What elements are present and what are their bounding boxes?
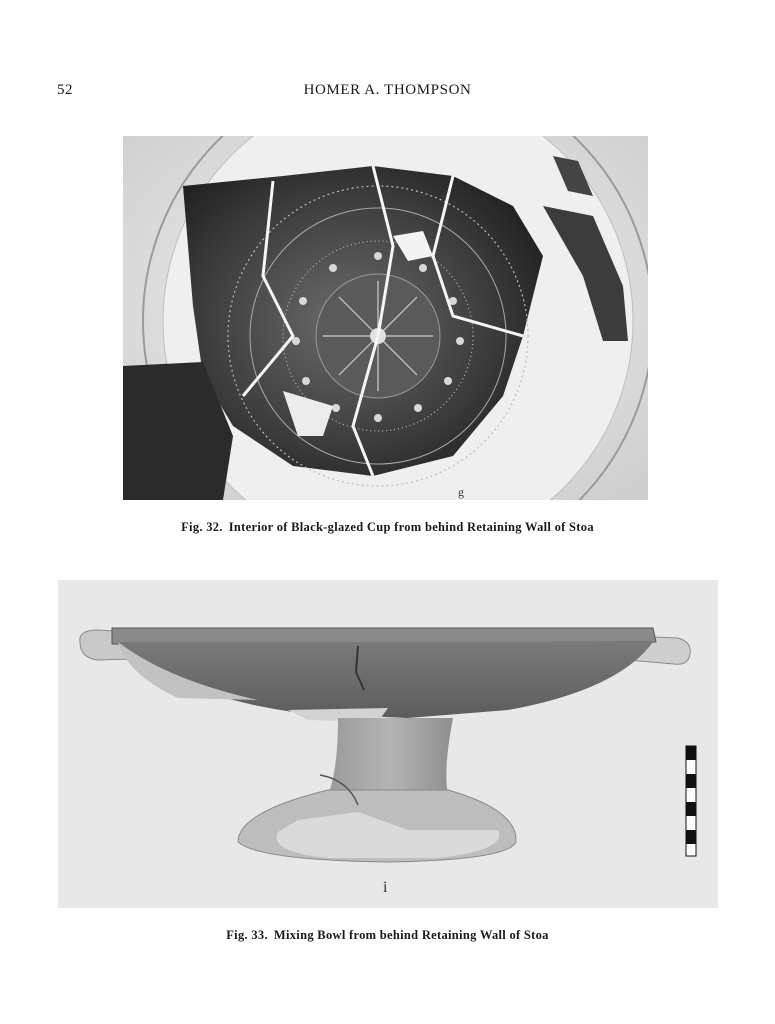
figure-32-photo xyxy=(123,136,648,500)
figure-33-caption xyxy=(0,928,775,943)
figure-32-caption-text: Interior of Black-glazed Cup from behind Retaining Wall of Stoa xyxy=(228,520,594,534)
figure-33-caption-text: Mixing Bowl from behind Retaining Wall of Stoa xyxy=(273,928,549,942)
figure-33-photo xyxy=(58,580,718,908)
page-number: 52 xyxy=(57,82,73,98)
cup-interior-image xyxy=(123,136,648,500)
running-head: HOMER A. THOMPSON xyxy=(303,82,472,98)
mixing-bowl-image xyxy=(58,580,718,908)
figure-33-label: Fig. 33. xyxy=(226,928,268,942)
figure-32-caption xyxy=(0,520,775,535)
figure-32-label: Fig. 32. xyxy=(181,520,223,534)
figure-32-mark: g xyxy=(458,485,464,499)
figure-33-mark: i xyxy=(383,879,388,896)
